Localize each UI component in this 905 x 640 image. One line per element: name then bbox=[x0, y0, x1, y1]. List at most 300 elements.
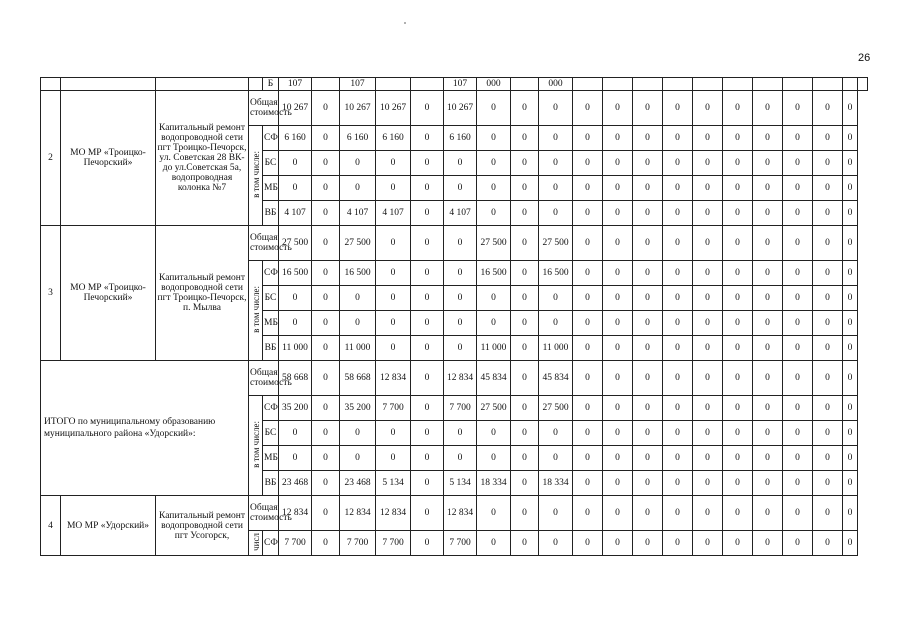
zero-cell: 0 bbox=[573, 336, 603, 361]
zero-cell: 0 bbox=[693, 176, 723, 201]
zero-cell: 0 bbox=[573, 396, 603, 421]
zero-cell: 0 bbox=[753, 311, 783, 336]
zero-cell: 0 bbox=[783, 126, 813, 151]
zero-cell: 0 bbox=[813, 471, 843, 496]
zero-cell: 0 bbox=[573, 421, 603, 446]
zero-cell: 0 bbox=[843, 226, 858, 261]
value-cell: 0 bbox=[444, 226, 477, 261]
in-which-label: числ bbox=[250, 532, 261, 551]
fund-label: Б bbox=[263, 78, 279, 91]
value-cell: 0 bbox=[477, 421, 511, 446]
value-cell: 16 500 bbox=[340, 261, 376, 286]
zero-cell: 0 bbox=[843, 176, 858, 201]
value-cell: 0 bbox=[312, 531, 340, 556]
zero-cell: 0 bbox=[843, 421, 858, 446]
zero-cell: 0 bbox=[633, 201, 663, 226]
value-cell: 12 834 bbox=[444, 361, 477, 396]
value-cell: 6 160 bbox=[444, 126, 477, 151]
fund-label: СФ bbox=[263, 531, 279, 556]
total-cost-label: Общая стоимость bbox=[249, 226, 279, 261]
value-cell: 0 bbox=[511, 91, 539, 126]
zero-cell: 0 bbox=[723, 421, 753, 446]
in-which-label-cell bbox=[249, 261, 263, 361]
municipality-name: МО МР «Троицко-Печорский» bbox=[61, 226, 156, 361]
value-cell: 0 bbox=[411, 311, 444, 336]
zero-cell: 0 bbox=[693, 421, 723, 446]
value-cell: 10 267 bbox=[376, 91, 411, 126]
zero-cell: 0 bbox=[573, 261, 603, 286]
value-cell: 6 160 bbox=[376, 126, 411, 151]
zero-cell: 0 bbox=[813, 421, 843, 446]
value-cell: 0 bbox=[411, 126, 444, 151]
zero-cell: 0 bbox=[753, 226, 783, 261]
value-cell: 0 bbox=[511, 396, 539, 421]
value-cell: 27 500 bbox=[279, 226, 312, 261]
zero-cell: 0 bbox=[843, 446, 858, 471]
zero-cell: 0 bbox=[573, 226, 603, 261]
value-cell: 0 bbox=[340, 176, 376, 201]
fund-label: СФ bbox=[263, 126, 279, 151]
value-cell: 45 834 bbox=[477, 361, 511, 396]
value-cell: 0 bbox=[444, 151, 477, 176]
zero-cell: 0 bbox=[693, 261, 723, 286]
value-cell: 23 468 bbox=[279, 471, 312, 496]
value-cell: 0 bbox=[312, 126, 340, 151]
value-cell: 0 bbox=[511, 421, 539, 446]
value-cell: 0 bbox=[376, 226, 411, 261]
fund-label: ВБ bbox=[263, 201, 279, 226]
zero-cell: 0 bbox=[573, 151, 603, 176]
zero-cell: 0 bbox=[693, 471, 723, 496]
fund-label: СФ bbox=[263, 396, 279, 421]
zero-cell: 0 bbox=[783, 91, 813, 126]
fund-label: БС bbox=[263, 421, 279, 446]
value-cell: 58 668 bbox=[340, 361, 376, 396]
value-cell: 11 000 bbox=[539, 336, 573, 361]
zero-cell: 0 bbox=[693, 311, 723, 336]
zero-cell: 0 bbox=[813, 361, 843, 396]
value-cell: 23 468 bbox=[340, 471, 376, 496]
zero-cell: 0 bbox=[573, 126, 603, 151]
zero-cell: 0 bbox=[753, 446, 783, 471]
value-cell: 0 bbox=[376, 421, 411, 446]
in-which-label-cell bbox=[249, 531, 263, 556]
value-cell: 0 bbox=[340, 311, 376, 336]
value-cell: 6 160 bbox=[340, 126, 376, 151]
zero-cell: 0 bbox=[843, 286, 858, 311]
value-cell: 5 134 bbox=[376, 471, 411, 496]
value-cell: 0 bbox=[511, 496, 539, 531]
value-cell: 0 bbox=[312, 226, 340, 261]
zero-cell: 0 bbox=[723, 261, 753, 286]
zero-cell: 0 bbox=[753, 261, 783, 286]
zero-cell: 0 bbox=[843, 396, 858, 421]
value-cell: 0 bbox=[477, 446, 511, 471]
zero-cell: 0 bbox=[753, 201, 783, 226]
total-cost-label: Общая стоимость bbox=[249, 91, 279, 126]
zero-cell: 0 bbox=[693, 91, 723, 126]
zero-cell: 0 bbox=[663, 286, 693, 311]
blank-cell bbox=[633, 78, 663, 91]
zero-cell: 0 bbox=[753, 91, 783, 126]
value-cell: 0 bbox=[411, 396, 444, 421]
zero-cell: 0 bbox=[813, 151, 843, 176]
zero-cell: 0 bbox=[723, 126, 753, 151]
zero-cell: 0 bbox=[603, 531, 633, 556]
zero-cell: 0 bbox=[693, 446, 723, 471]
value-cell: 0 bbox=[411, 421, 444, 446]
value-cell: 000 bbox=[477, 78, 511, 91]
zero-cell: 0 bbox=[633, 261, 663, 286]
zero-cell: 0 bbox=[843, 471, 858, 496]
value-cell: 0 bbox=[312, 471, 340, 496]
zero-cell: 0 bbox=[603, 126, 633, 151]
blank-cell bbox=[61, 78, 156, 91]
municipality-name: МО МР «Троицко-Печорский» bbox=[61, 91, 156, 226]
zero-cell: 0 bbox=[603, 151, 633, 176]
blank-cell bbox=[753, 78, 783, 91]
zero-cell: 0 bbox=[813, 286, 843, 311]
zero-cell: 0 bbox=[753, 336, 783, 361]
value-cell: 0 bbox=[539, 531, 573, 556]
zero-cell: 0 bbox=[603, 261, 633, 286]
value-cell: 0 bbox=[411, 201, 444, 226]
zero-cell: 0 bbox=[633, 531, 663, 556]
value-cell: 35 200 bbox=[340, 396, 376, 421]
in-which-label: в том числе: bbox=[250, 285, 261, 333]
zero-cell: 0 bbox=[663, 201, 693, 226]
value-cell: 0 bbox=[539, 446, 573, 471]
zero-cell: 0 bbox=[753, 151, 783, 176]
value-cell: 0 bbox=[411, 531, 444, 556]
zero-cell: 0 bbox=[573, 361, 603, 396]
value-cell: 7 700 bbox=[444, 396, 477, 421]
zero-cell: 0 bbox=[783, 151, 813, 176]
zero-cell: 0 bbox=[603, 361, 633, 396]
fund-label: МБ bbox=[263, 446, 279, 471]
fund-label: БС bbox=[263, 151, 279, 176]
zero-cell: 0 bbox=[753, 496, 783, 531]
value-cell: 0 bbox=[477, 91, 511, 126]
zero-cell: 0 bbox=[813, 176, 843, 201]
zero-cell: 0 bbox=[723, 471, 753, 496]
zero-cell: 0 bbox=[603, 226, 633, 261]
value-cell: 27 500 bbox=[340, 226, 376, 261]
value-cell: 0 bbox=[312, 261, 340, 286]
value-cell: 0 bbox=[411, 176, 444, 201]
blank-cell bbox=[41, 78, 61, 91]
zero-cell: 0 bbox=[663, 261, 693, 286]
value-cell: 0 bbox=[376, 176, 411, 201]
fund-label: МБ bbox=[263, 176, 279, 201]
value-cell: 12 834 bbox=[444, 496, 477, 531]
zero-cell: 0 bbox=[663, 531, 693, 556]
value-cell: 0 bbox=[511, 286, 539, 311]
zero-cell: 0 bbox=[813, 396, 843, 421]
value-cell: 0 bbox=[539, 286, 573, 311]
zero-cell: 0 bbox=[633, 286, 663, 311]
zero-cell: 0 bbox=[723, 446, 753, 471]
value-cell: 6 160 bbox=[279, 126, 312, 151]
value-cell: 0 bbox=[477, 151, 511, 176]
row-number: 2 bbox=[41, 91, 61, 226]
zero-cell: 0 bbox=[603, 286, 633, 311]
value-cell: 0 bbox=[511, 201, 539, 226]
value-cell: 0 bbox=[539, 176, 573, 201]
zero-cell: 0 bbox=[843, 311, 858, 336]
value-cell: 12 834 bbox=[376, 361, 411, 396]
blank-cell bbox=[663, 78, 693, 91]
value-cell: 0 bbox=[340, 446, 376, 471]
zero-cell: 0 bbox=[633, 361, 663, 396]
value-cell: 0 bbox=[511, 126, 539, 151]
zero-cell: 0 bbox=[663, 226, 693, 261]
zero-cell: 0 bbox=[603, 471, 633, 496]
zero-cell: 0 bbox=[573, 201, 603, 226]
value-cell: 0 bbox=[444, 446, 477, 471]
zero-cell: 0 bbox=[693, 286, 723, 311]
value-cell: 7 700 bbox=[340, 531, 376, 556]
zero-cell: 0 bbox=[723, 311, 753, 336]
zero-cell: 0 bbox=[633, 126, 663, 151]
zero-cell: 0 bbox=[843, 496, 858, 531]
zero-cell: 0 bbox=[693, 531, 723, 556]
value-cell: 11 000 bbox=[340, 336, 376, 361]
zero-cell: 0 bbox=[663, 126, 693, 151]
row-number: 3 bbox=[41, 226, 61, 361]
zero-cell: 0 bbox=[723, 496, 753, 531]
zero-cell: 0 bbox=[753, 361, 783, 396]
blank-cell bbox=[858, 78, 868, 91]
blank-cell bbox=[723, 78, 753, 91]
value-cell: 000 bbox=[539, 78, 573, 91]
zero-cell: 0 bbox=[603, 176, 633, 201]
object-description: Капитальный ремонт водопроводной сети пгт Троицко-Печорск, ул. Советская 28 ВК-до ул.Советская 5а, водопроводная колонка №7 bbox=[156, 91, 249, 226]
zero-cell: 0 bbox=[843, 361, 858, 396]
zero-cell: 0 bbox=[693, 201, 723, 226]
zero-cell: 0 bbox=[813, 261, 843, 286]
value-cell: 27 500 bbox=[539, 396, 573, 421]
zero-cell: 0 bbox=[633, 496, 663, 531]
zero-cell: 0 bbox=[693, 336, 723, 361]
fund-label: БС bbox=[263, 286, 279, 311]
value-cell: 0 bbox=[411, 361, 444, 396]
zero-cell: 0 bbox=[663, 496, 693, 531]
zero-cell: 0 bbox=[633, 446, 663, 471]
value-cell: 45 834 bbox=[539, 361, 573, 396]
value-cell: 0 bbox=[444, 311, 477, 336]
value-cell: 0 bbox=[477, 496, 511, 531]
value-cell: 0 bbox=[444, 176, 477, 201]
value-cell: 0 bbox=[444, 336, 477, 361]
zero-cell: 0 bbox=[663, 336, 693, 361]
value-cell: 0 bbox=[477, 311, 511, 336]
zero-cell: 0 bbox=[573, 471, 603, 496]
zero-cell: 0 bbox=[783, 496, 813, 531]
value-cell: 5 134 bbox=[444, 471, 477, 496]
value-cell: 0 bbox=[444, 421, 477, 446]
zero-cell: 0 bbox=[783, 336, 813, 361]
value-cell: 0 bbox=[539, 496, 573, 531]
value-cell: 0 bbox=[411, 91, 444, 126]
value-cell: 58 668 bbox=[279, 361, 312, 396]
zero-cell: 0 bbox=[843, 336, 858, 361]
value-cell: 0 bbox=[511, 261, 539, 286]
value-cell: 0 bbox=[477, 286, 511, 311]
value-cell: 12 834 bbox=[340, 496, 376, 531]
blank-cell bbox=[783, 78, 813, 91]
zero-cell: 0 bbox=[603, 421, 633, 446]
zero-cell: 0 bbox=[633, 91, 663, 126]
zero-cell: 0 bbox=[603, 446, 633, 471]
zero-cell: 0 bbox=[843, 91, 858, 126]
value-cell: 0 bbox=[477, 126, 511, 151]
value-cell: 0 bbox=[312, 361, 340, 396]
zero-cell: 0 bbox=[783, 226, 813, 261]
value-cell: 107 bbox=[340, 78, 376, 91]
zero-cell: 0 bbox=[723, 531, 753, 556]
zero-cell: 0 bbox=[603, 496, 633, 531]
value-cell: 0 bbox=[511, 226, 539, 261]
zero-cell: 0 bbox=[783, 176, 813, 201]
zero-cell: 0 bbox=[843, 126, 858, 151]
zero-cell: 0 bbox=[633, 311, 663, 336]
zero-cell: 0 bbox=[753, 531, 783, 556]
value-cell: 0 bbox=[340, 151, 376, 176]
value-cell: 0 bbox=[279, 446, 312, 471]
total-label: ИТОГО по муниципальному образованию муниципального района «Удорский»: bbox=[41, 361, 249, 496]
zero-cell: 0 bbox=[843, 201, 858, 226]
value-cell: 0 bbox=[411, 446, 444, 471]
zero-cell: 0 bbox=[783, 261, 813, 286]
value-cell: 10 267 bbox=[444, 91, 477, 126]
fund-label: ВБ bbox=[263, 471, 279, 496]
value-cell: 18 334 bbox=[477, 471, 511, 496]
value-cell: 0 bbox=[511, 151, 539, 176]
value-cell: 0 bbox=[376, 261, 411, 286]
value-cell: 0 bbox=[279, 311, 312, 336]
zero-cell: 0 bbox=[663, 421, 693, 446]
value-cell: 107 bbox=[444, 78, 477, 91]
zero-cell: 0 bbox=[663, 471, 693, 496]
value-cell: 27 500 bbox=[539, 226, 573, 261]
zero-cell: 0 bbox=[753, 396, 783, 421]
value-cell: 10 267 bbox=[340, 91, 376, 126]
value-cell: 4 107 bbox=[444, 201, 477, 226]
value-cell: 0 bbox=[312, 421, 340, 446]
zero-cell: 0 bbox=[783, 201, 813, 226]
value-cell: 0 bbox=[511, 176, 539, 201]
value-cell: 7 700 bbox=[376, 531, 411, 556]
zero-cell: 0 bbox=[573, 176, 603, 201]
value-cell: 0 bbox=[376, 311, 411, 336]
zero-cell: 0 bbox=[663, 361, 693, 396]
zero-cell: 0 bbox=[663, 396, 693, 421]
value-cell: 7 700 bbox=[376, 396, 411, 421]
value-cell: 0 bbox=[444, 261, 477, 286]
value-cell: 7 700 bbox=[279, 531, 312, 556]
value-cell: 16 500 bbox=[477, 261, 511, 286]
value-cell: 0 bbox=[376, 151, 411, 176]
page-number: 26 bbox=[858, 52, 871, 64]
value-cell: 0 bbox=[539, 126, 573, 151]
value-cell: 0 bbox=[279, 151, 312, 176]
zero-cell: 0 bbox=[723, 226, 753, 261]
zero-cell: 0 bbox=[573, 496, 603, 531]
zero-cell: 0 bbox=[723, 176, 753, 201]
zero-cell: 0 bbox=[663, 151, 693, 176]
value-cell: 0 bbox=[539, 151, 573, 176]
zero-cell: 0 bbox=[723, 286, 753, 311]
value-cell: 0 bbox=[511, 311, 539, 336]
zero-cell: 0 bbox=[603, 91, 633, 126]
value-cell: 0 bbox=[539, 421, 573, 446]
fund-label: СФ bbox=[263, 261, 279, 286]
value-cell: 0 bbox=[477, 201, 511, 226]
zero-cell: 0 bbox=[843, 531, 858, 556]
fund-label: МБ bbox=[263, 311, 279, 336]
zero-cell: 0 bbox=[753, 471, 783, 496]
value-cell: 0 bbox=[376, 286, 411, 311]
zero-cell: 0 bbox=[603, 336, 633, 361]
value-cell: 0 bbox=[312, 396, 340, 421]
value-cell: 0 bbox=[340, 421, 376, 446]
value-cell: 0 bbox=[312, 336, 340, 361]
zero-cell: 0 bbox=[753, 176, 783, 201]
zero-cell: 0 bbox=[633, 336, 663, 361]
zero-cell: 0 bbox=[663, 176, 693, 201]
zero-cell: 0 bbox=[723, 151, 753, 176]
value-cell: 16 500 bbox=[279, 261, 312, 286]
zero-cell: 0 bbox=[663, 91, 693, 126]
value-cell: 11 000 bbox=[477, 336, 511, 361]
in-which-label: в том числе: bbox=[250, 150, 261, 198]
object-description: Капитальный ремонт водопроводной сети пгт Троицко-Печорск, п. Мылва bbox=[156, 226, 249, 361]
zero-cell: 0 bbox=[783, 311, 813, 336]
value-cell: 0 bbox=[376, 446, 411, 471]
value-cell: 0 bbox=[539, 91, 573, 126]
zero-cell: 0 bbox=[783, 421, 813, 446]
value-cell: 27 500 bbox=[477, 226, 511, 261]
value-cell: 4 107 bbox=[340, 201, 376, 226]
zero-cell: 0 bbox=[753, 286, 783, 311]
zero-cell: 0 bbox=[633, 471, 663, 496]
zero-cell: 0 bbox=[813, 531, 843, 556]
value-cell bbox=[376, 78, 411, 91]
value-cell: 0 bbox=[411, 226, 444, 261]
blank-cell bbox=[603, 78, 633, 91]
zero-cell: 0 bbox=[633, 226, 663, 261]
value-cell: 4 107 bbox=[279, 201, 312, 226]
row-number: 4 bbox=[41, 496, 61, 556]
value-cell: 0 bbox=[411, 261, 444, 286]
value-cell: 0 bbox=[312, 446, 340, 471]
value-cell: 0 bbox=[312, 311, 340, 336]
value-cell: 0 bbox=[511, 336, 539, 361]
zero-cell: 0 bbox=[783, 286, 813, 311]
zero-cell: 0 bbox=[813, 446, 843, 471]
zero-cell: 0 bbox=[603, 311, 633, 336]
value-cell: 0 bbox=[376, 336, 411, 361]
value-cell: 12 834 bbox=[279, 496, 312, 531]
zero-cell: 0 bbox=[783, 361, 813, 396]
zero-cell: 0 bbox=[813, 201, 843, 226]
fund-label: ВБ bbox=[263, 336, 279, 361]
zero-cell: 0 bbox=[693, 496, 723, 531]
zero-cell: 0 bbox=[573, 311, 603, 336]
value-cell: 18 334 bbox=[539, 471, 573, 496]
blank-cell bbox=[843, 78, 858, 91]
